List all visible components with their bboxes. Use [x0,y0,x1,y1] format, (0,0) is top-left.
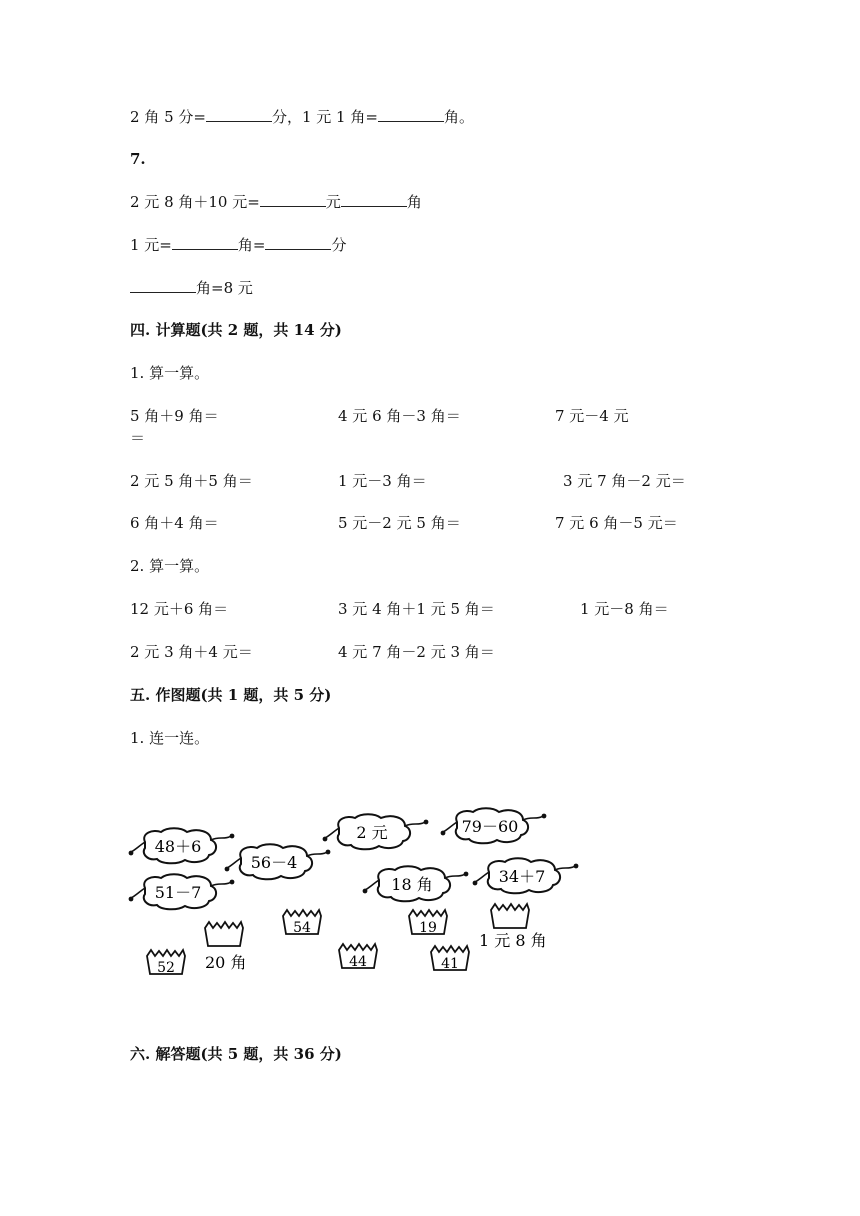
answer-blank[interactable] [341,192,407,207]
fill-text: 角= [237,236,266,254]
calc-item: 3 元 4 角＋1 元 5 角＝ [338,600,495,618]
answer-blank[interactable] [172,235,238,250]
cloud-card[interactable] [473,858,579,893]
answer-blank[interactable] [260,192,326,207]
pot-label: 52 [157,960,175,976]
fill-line-3 [130,235,346,255]
pot-caption: 1 元 8 角 [479,931,547,950]
calc-item: 2 元 3 角＋4 元＝ [130,643,253,661]
fill-text: 角=8 元 [196,279,253,297]
grass-pot[interactable] [147,950,185,976]
cloud-card[interactable] [441,808,547,843]
question-label: 2. 算一算。 [130,557,210,575]
cloud-card[interactable] [129,828,235,863]
fill-line-1 [130,107,474,127]
grass-pot[interactable] [431,946,469,972]
answer-blank[interactable] [130,278,196,293]
answer-blank[interactable] [378,107,444,122]
calc-item: 7 元 6 角－5 元＝ [555,514,678,532]
grass-pot[interactable] [283,910,321,936]
cloud-label: 18 角 [391,875,433,894]
calc-item: 4 元 7 角－2 元 3 角＝ [338,643,495,661]
calc-item: 12 元＋6 角＝ [130,600,229,618]
section-title: 六. 解答题(共 5 题，共 36 分) [130,1045,342,1063]
calc-item: 6 角＋4 角＝ [130,514,219,532]
cloud-card[interactable] [129,874,235,909]
calc-item: 1 元－3 角＝ [338,472,427,490]
calc-item: 1 元－8 角＝ [580,600,669,618]
cloud-label: 48＋6 [154,837,202,856]
section-title: 五. 作图题(共 1 题，共 5 分) [130,686,332,704]
fill-text: 元 [325,193,341,211]
fill-text: 角。 [443,108,474,126]
calc-item: 5 元－2 元 5 角＝ [338,514,461,532]
cloud-label: 79－60 [461,817,519,836]
fill-line-4 [130,278,253,298]
pot-label: 44 [349,954,367,970]
section-title: 四. 计算题(共 2 题，共 14 分) [130,321,342,339]
calc-wrap: ＝ [130,429,146,447]
fill-text: 分，1 元 1 角= [271,108,378,126]
grass-pot[interactable] [205,922,243,946]
cloud-label: 34＋7 [498,867,546,886]
fill-text: 2 元 8 角＋10 元= [130,193,260,211]
pot-label: 54 [293,920,311,936]
matching-figure [125,800,585,985]
fill-text: 2 角 5 分= [130,108,206,126]
answer-blank[interactable] [265,235,331,250]
fill-text: 角 [406,193,422,211]
calc-item: 2 元 5 角＋5 角＝ [130,472,253,490]
fill-line-2 [130,192,422,212]
pot-label: 41 [441,956,459,972]
answer-blank[interactable] [206,107,272,122]
pot-label: 19 [419,920,437,936]
cloud-card[interactable] [363,866,469,901]
grass-pot[interactable] [491,904,529,928]
cloud-card[interactable] [323,814,429,849]
calc-item: 3 元 7 角－2 元＝ [563,472,686,490]
calc-item: 4 元 6 角－3 角＝ [338,407,461,425]
question-label: 1. 算一算。 [130,364,210,382]
cloud-card[interactable] [225,844,331,879]
calc-item: 5 角＋9 角＝ [130,407,219,425]
calc-item: 7 元－4 元 [555,407,629,425]
fill-text: 1 元= [130,236,172,254]
cloud-label: 56－4 [250,853,298,872]
fill-text: 分 [331,236,347,254]
grass-pot[interactable] [339,944,377,970]
cloud-label: 2 元 [356,823,388,842]
question-label: 1. 连一连。 [130,729,210,747]
grass-pot[interactable] [409,910,447,936]
question-number: 7. [130,150,146,168]
cloud-label: 51－7 [154,883,202,902]
pot-caption: 20 角 [205,953,247,972]
